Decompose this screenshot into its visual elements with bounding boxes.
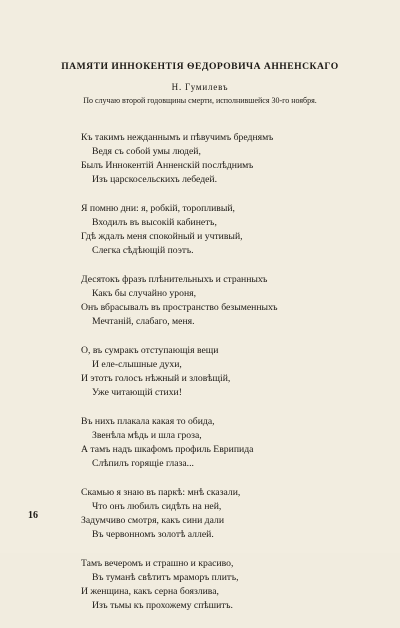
stanza (81, 486, 371, 542)
poem-line: Уже читающій стихи! (92, 386, 182, 398)
poem-line: Какъ бы случайно уроня, (92, 287, 197, 299)
stanza (81, 202, 371, 258)
poem-line: Слегка сѣдѣющій поэтъ. (92, 244, 194, 256)
poem-line: Что онъ любилъ сидѣть на ней, (92, 500, 222, 512)
stanza (81, 557, 371, 613)
poem-line: Гдѣ ждалъ меня спокойный и учтивый, (81, 230, 243, 242)
poem-line: И этотъ голосъ нѣжный и зловѣщій, (81, 372, 231, 384)
poem-author: Н. Гумилевъ (171, 82, 229, 92)
poem-line: Изъ тьмы къ прохожему спѣшитъ. (92, 599, 233, 611)
stanza (81, 273, 371, 329)
poem-line: Звенѣла мѣдь и шла гроза, (92, 429, 202, 441)
poem-line: Былъ Иннокентій Анненскій послѣднимъ (81, 159, 254, 171)
poem-line: Я помню дни: я, робкій, торопливый, (81, 203, 235, 215)
poem-line: Входилъ въ высокій кабинетъ, (92, 216, 217, 228)
poem-line: Скамью я знаю въ паркѣ: мнѣ сказали, (81, 487, 241, 499)
poem-line: Мечтаній, слабаго, меня. (92, 315, 195, 327)
page-number: 16 (28, 510, 38, 521)
poem-body (81, 131, 371, 628)
poem-line: Тамъ вечеромъ и страшно и красиво, (81, 558, 234, 570)
poem-subtitle: По случаю второй годовщины смерти, исполнившейся 30-го ноября. (83, 96, 317, 105)
poem-line: Въ нихъ плакала какая то обида, (81, 416, 215, 428)
stanza (81, 344, 371, 400)
poem-title: ПАМЯТИ ИННОКЕНТІЯ ѲЕДОРОВИЧА АННЕНСКАГО (61, 61, 339, 72)
stanza (81, 415, 371, 471)
poem-line: И еле-слышные духи, (92, 358, 182, 370)
poem-line: О, въ сумракъ отступающія вещи (81, 345, 219, 357)
poem-line: Задумчиво смотря, какъ сини дали (81, 514, 225, 526)
poem-line: Къ такимъ нежданнымъ и пѣвучимъ бреднямъ (81, 132, 274, 143)
poem-line: Онъ вбрасывалъ въ пространство безыменныхъ (81, 301, 278, 313)
poem-line: Изъ царскосельскихъ лебедей. (92, 173, 218, 185)
poem-line: Слѣпилъ горящіе глаза... (92, 457, 194, 469)
stanza (81, 131, 371, 187)
poem-line: А тамъ надъ шкафомъ профиль Еврипида (81, 443, 254, 455)
poem-line: Въ червонномъ золотѣ аллей. (92, 528, 214, 540)
poem-line: Ведя съ собой умы людей, (92, 145, 201, 157)
poem-line: Въ туманѣ свѣтитъ мраморъ плитъ, (92, 572, 239, 583)
poem-line: Десятокъ фразъ плѣнительныхъ и странныхъ (81, 274, 268, 286)
poem-line: И женщина, какъ серна боязлива, (81, 585, 219, 597)
